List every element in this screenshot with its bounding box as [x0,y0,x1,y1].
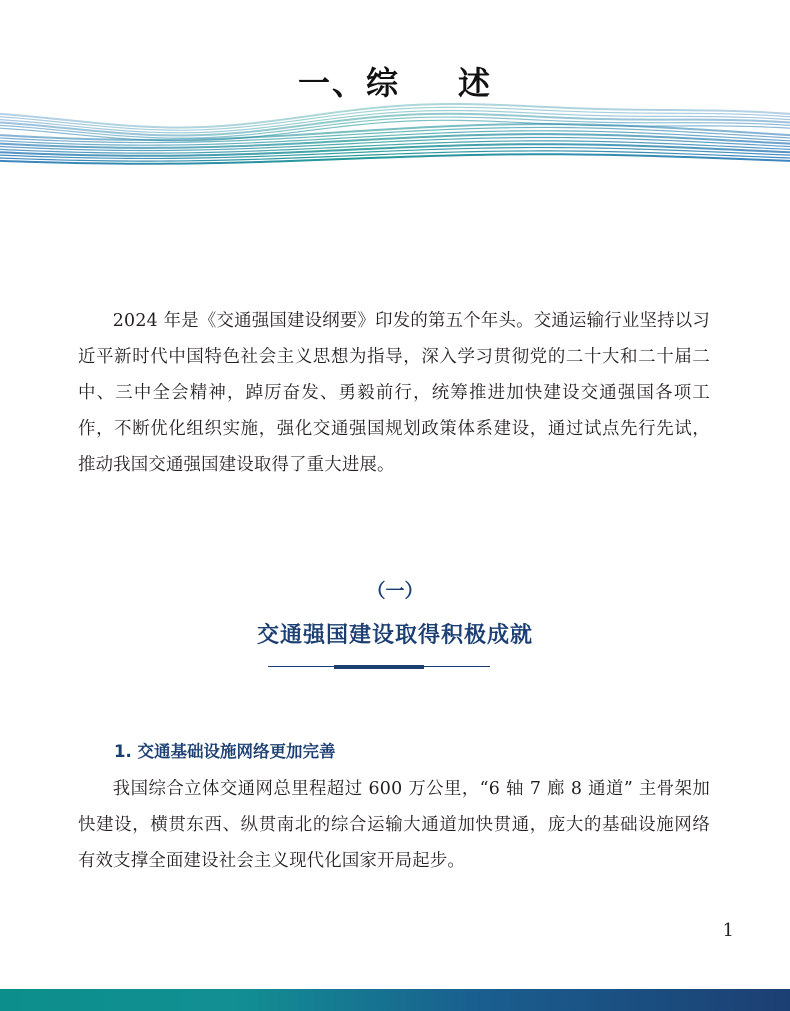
subsection-heading: 1. 交通基础设施网络更加完善 [114,742,336,761]
chapter-title-part1: 综 [365,64,400,102]
section-title: 交通强国建设取得积极成就 [256,622,533,648]
chapter-title [0,58,790,104]
section-number: （一） [366,580,424,602]
section-rule-thick [334,665,424,669]
chapter-title-part2: 述 [458,64,493,102]
intro-paragraph: 2024 年是《交通强国建设纲要》印发的第五个年头。交通运输行业坚持以习近平新时代中国特色社会主义思想为指导，深入学习贯彻党的二十大和二十届二中、三中全会精神，踔厉奋发、勇毅前行，统筹推进加快建设交通强国各项工作，不断优化组织实施，强化交通强国规划政策体系建设，通过试点先行先试，推动我国交通强国建设取得了重大进展。 [78,311,710,475]
page-number: 1 [722,920,734,941]
subsection-paragraph: 我国综合立体交通网总里程超过 600 万公里，“6 轴 7 廊 8 通道” 主骨架加快建设，横贯东西、纵贯南北的综合运输大通道加快贯通，庞大的基础设施网络有效支撑全面建设社会主义现代化国家开局起步。 [78,779,710,871]
section-title-rule [268,665,490,669]
chapter-number: 一、 [297,64,366,102]
decorative-wave-band [0,100,790,168]
bottom-gradient-band [0,989,790,1011]
